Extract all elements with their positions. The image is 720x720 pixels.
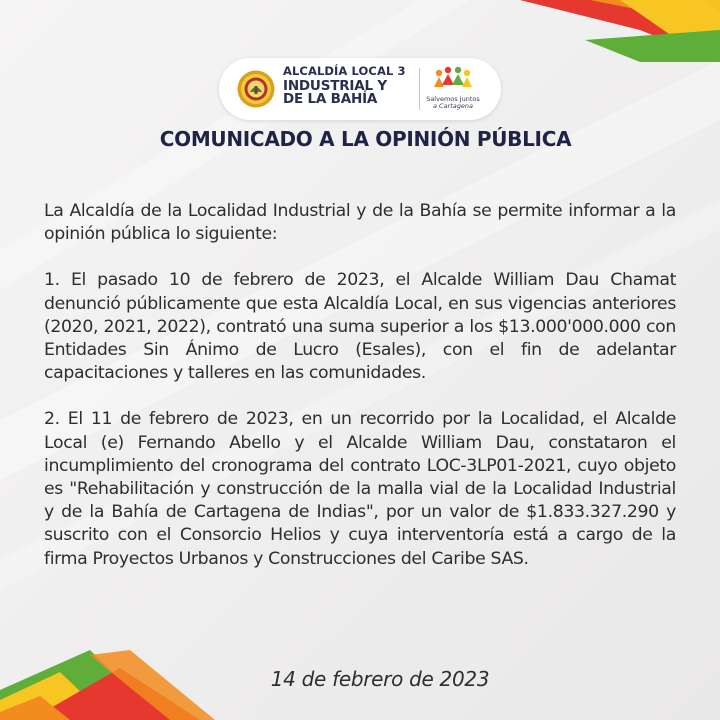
paragraph-item-2: 2. El 11 de febrero de 2023, en un recorrido por la Localidad, el Alcalde Local (e) Fernando Abello y el Alcalde William Dau, constataron el incumplimiento del cronograma del contrato LOC-3LP01-2021, cuyo objeto es "Rehabilitación y construcción de la malla vial de la Localidad Industrial y de la Bahía de Cartagena de Indias", por un valor de $1.833.327.290 y suscrito con el Consorcio Helios y cuya interventoría está a cargo de la firma Proyectos Urbanos y Construcciones del Caribe SAS. bbox=[44, 409, 676, 569]
statement-body bbox=[44, 200, 676, 594]
org-name bbox=[283, 66, 418, 107]
paragraph-item-1: 1. El pasado 10 de febrero de 2023, el Alcalde William Dau Chamat denunció públicamente que esta Alcaldía Local, en sus vigencias anteriores (2020, 2021, 2022), contrató una suma superior a los $13.000'000.000 con Entidades Sin Ánimo de Lucro (Esales), con el fin de adelantar capacitaciones y talleres en las comunidades. bbox=[44, 270, 676, 384]
org-name-line2: INDUSTRIAL Y bbox=[283, 77, 387, 94]
campaign-slogan bbox=[423, 96, 483, 110]
campaign-slogan-line1: Salvemos Juntos bbox=[426, 95, 480, 103]
org-name-line1: ALCALDÍA LOCAL 3 bbox=[283, 64, 406, 78]
statement-date: 14 de febrero de 2023 bbox=[270, 667, 490, 691]
page-title: COMUNICADO A LA OPINIÓN PÚBLICA bbox=[159, 127, 572, 151]
campaign-slogan-line2: a Cartagena bbox=[432, 101, 473, 110]
logo-divider bbox=[419, 68, 420, 110]
paragraph-intro: La Alcaldía de la Localidad Industrial y de la Bahía se permite informar a la opinión pública lo siguiente: bbox=[44, 201, 676, 245]
municipal-seal-icon bbox=[237, 70, 275, 108]
org-name-line3: DE LA BAHÍA bbox=[283, 91, 378, 107]
